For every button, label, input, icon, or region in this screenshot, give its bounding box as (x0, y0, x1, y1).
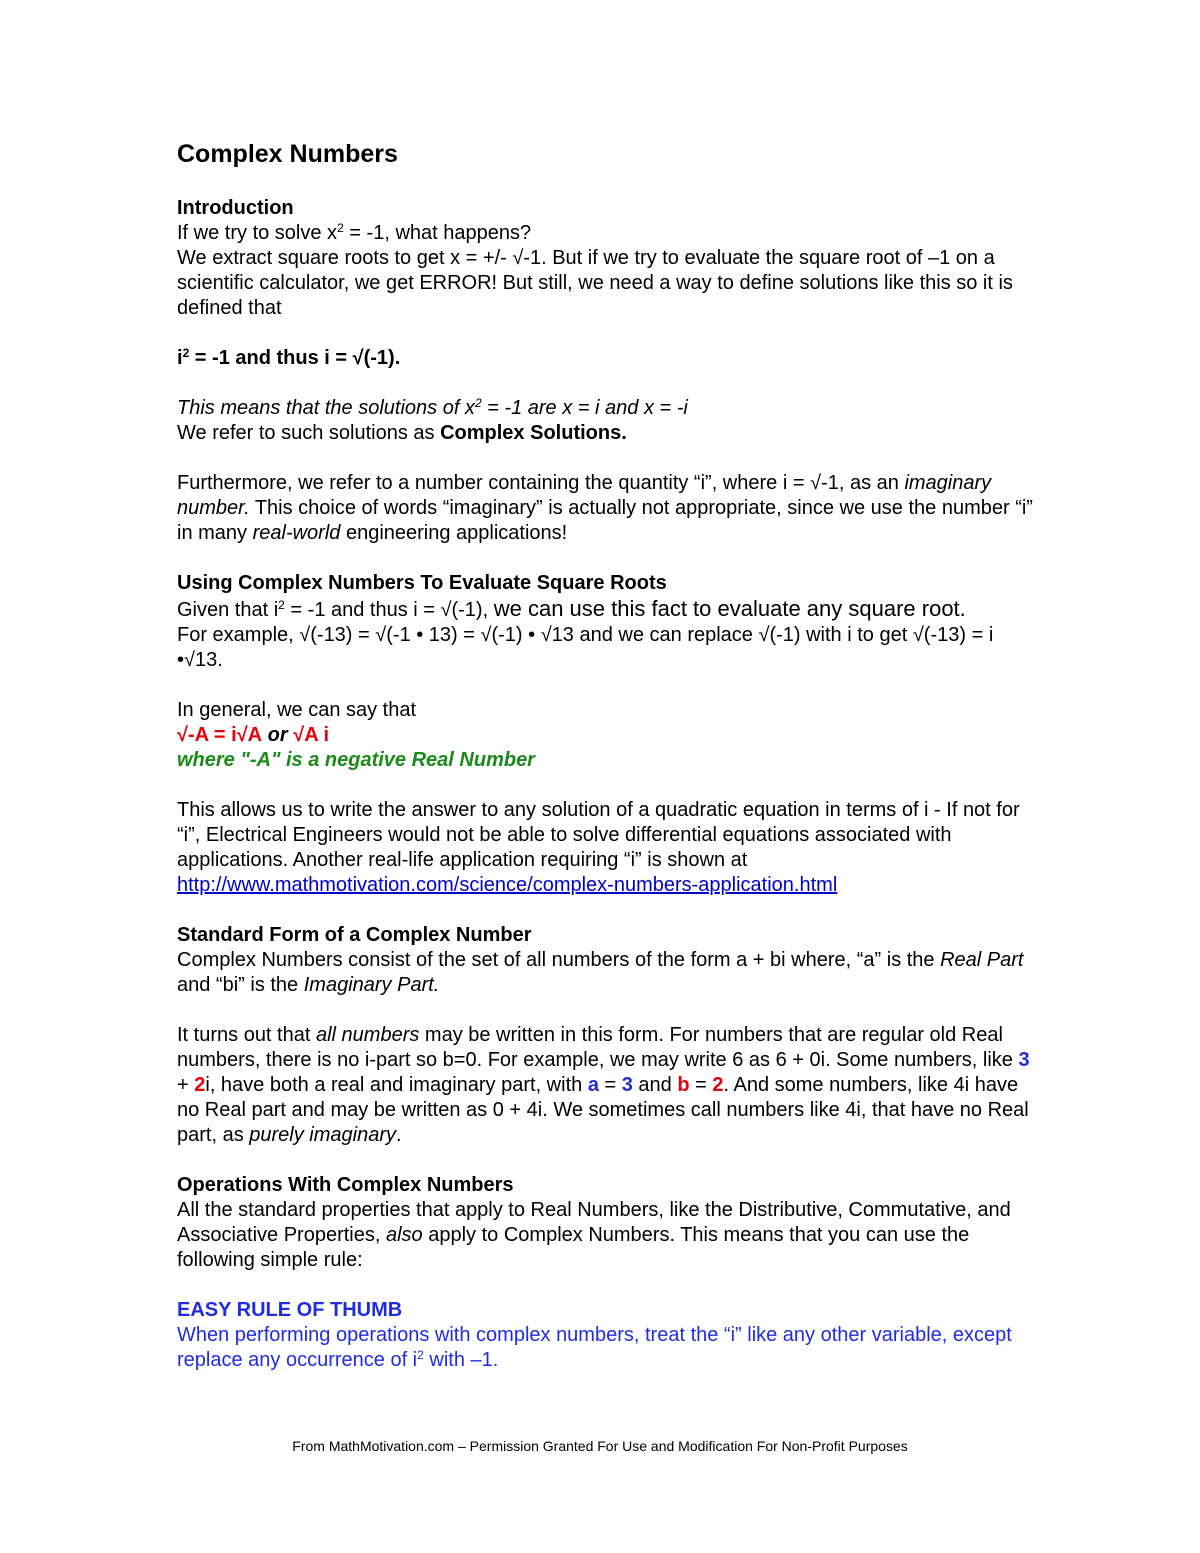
given-paragraph: Given that $i^2 = -1$ and thus i = √(-1), we can use this fact to evaluate any square root. (177, 596, 966, 621)
complex-solutions-statement: We refer to such solutions as Complex Solutions. (177, 422, 627, 444)
intro-question: If we try to solve $x^2 = -1$, what happens? (177, 221, 532, 244)
rule-of-thumb-heading: EASY RULE OF THUMB (177, 1299, 403, 1321)
applications-paragraph: This allows us to write the answer to any solution of a quadratic equation in terms of i - If not for “i”, Electrical Engineers would not be able to solve differential equations associated with applications. Another real-life application requiring “i” is shown at http://www.mathmotivation.com/science/complex-numbers-application.html (177, 799, 1020, 896)
document-body (177, 138, 1037, 1373)
application-link[interactable]: http://www.mathmotivation.com/science/complex-numbers-application.html (177, 874, 838, 896)
intro-paragraph: We extract square roots to get x = +/- √-1. But if we try to evaluate the square root of –1 on a scientific calculator, we get ERROR! But still, we need a way to define solutions like this so it is defined that (177, 247, 1013, 319)
operations-paragraph: All the standard properties that apply to Real Numbers, like the Distributive, Commutative, and Associative Properties, also apply to Complex Numbers. This means that you can use the following simple rule: (177, 1199, 1011, 1271)
page-title: Complex Numbers (177, 140, 398, 168)
general-statement: In general, we can say that (177, 699, 417, 721)
section-heading-standard-form: Standard Form of a Complex Number (177, 924, 532, 946)
rule-condition: where "-A" is a negative Real Number (177, 749, 535, 771)
definition-of-i: $i^2 = -1$ and thus i = √(-1). (177, 346, 401, 369)
standard-form-paragraph: Complex Numbers consist of the set of all numbers of the form a + bi where, “a” is the Real Part and “bi” is the Imaginary Part. (177, 949, 1024, 996)
imaginary-number-paragraph: Furthermore, we refer to a number containing the quantity “i”, where i = √-1, as an imaginary number. This choice of words “imaginary” is actually not appropriate, since we use the number “i” in many real-world engineering applications! (177, 472, 1033, 544)
rule-of-thumb-text: When performing operations with complex numbers, treat the “i” like any other variable, except replace any occurrence of $i^2$ with –1. (177, 1324, 1012, 1371)
section-heading-square-roots: Using Complex Numbers To Evaluate Square Roots (177, 572, 667, 594)
example-paragraph: For example, √(-13) = √(-1 • 13) = √(-1) • √13 and we can replace √(-1) with i to get √(-13) = i •√13. (177, 624, 994, 671)
square-root-rule: √-A = i√A or √A i (177, 724, 330, 746)
all-numbers-paragraph: It turns out that all numbers may be written in this form. For numbers that are regular old Real numbers, there is no i-part so b=0. For example, we may write 6 as 6 + 0i. Some numbers, like 3 + 2i, have both a real and imaginary part, with a = 3 and b = 2. And some numbers, like 4i have no Real part and may be written as 0 + 4i. We sometimes call numbers like 4i, that have no Real part, as purely imaginary. (177, 1024, 1030, 1146)
section-heading-operations: Operations With Complex Numbers (177, 1174, 514, 1196)
solutions-statement: This means that the solutions of $x^2 = -1$ are x = i and x = -i (177, 396, 688, 419)
section-heading-introduction: Introduction (177, 197, 294, 219)
page-footer: From MathMotivation.com – Permission Granted For Use and Modification For Non-Profit Purposes (292, 1438, 908, 1454)
